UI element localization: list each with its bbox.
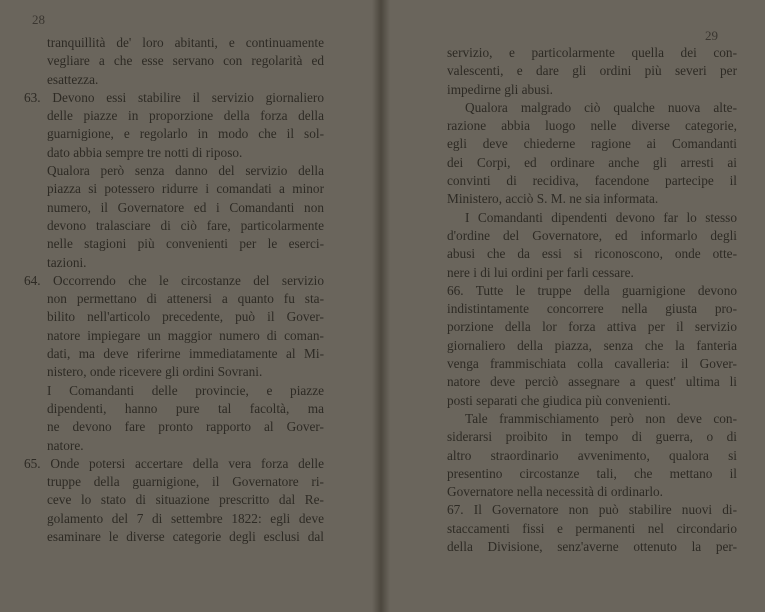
text-line: impedirne gli abusi. <box>447 81 553 97</box>
text-line: dato abbia sempre tre notti di riposo. <box>47 144 243 160</box>
text-line: vegliare a che esse servano con regolarità ed <box>47 53 324 69</box>
text-line: natore. <box>47 437 84 453</box>
text-line: porzione della lor forza attiva per il servizio <box>447 319 737 335</box>
text-line: esattezza. <box>47 71 99 87</box>
text-line: d'ordine del Governatore, ed informarlo degli <box>447 227 737 243</box>
text-line: egli deve chiederne ragione ai Comandanti <box>447 136 737 152</box>
left-page-text <box>24 34 324 546</box>
text-line: non permettano di attenersi a quanto fu sta- <box>47 291 324 307</box>
text-line: natore impiegare un maggior numero di coman- <box>47 327 324 343</box>
right-page-number: 29 <box>705 28 718 43</box>
text-line: nelle stagioni più convenienti per le eserci- <box>47 236 324 252</box>
text-line: numero, il Governatore ed i Comandanti non <box>47 199 324 215</box>
text-line: Ministero, acciò S. M. ne sia informata. <box>447 191 659 207</box>
text-line: tazioni. <box>47 254 87 270</box>
text-line: servizio, e particolarmente quella dei con- <box>447 45 737 60</box>
text-line: golamento del 7 di settembre 1822: egli deve <box>47 510 324 526</box>
text-line: I Comandanti dipendenti devono far lo stesso <box>465 209 737 225</box>
text-line: Qualora malgrado ciò qualche nuova alte- <box>465 99 737 115</box>
text-line: nistero, onde ricevere gli ordini Sovrani. <box>47 364 263 380</box>
text-line: 63. Devono essi stabilire il servizio giornaliero <box>24 89 324 105</box>
text-line: devono tralasciare di ciò fare, particolarmente <box>47 217 324 233</box>
text-line: della Divisione, senz'averne ottenuto la per- <box>447 539 737 555</box>
text-line: altro straordinario avvenimento, qualora si <box>447 447 737 463</box>
text-line: dati, ma deve riferirne immediatamente al Mi- <box>47 346 324 362</box>
text-line: siderarsi proibito in tempo di guerra, o di <box>447 429 737 445</box>
text-line: bilito nell'articolo precedente, può il Gover- <box>47 309 324 325</box>
text-line: Governatore nella necessità di ordinarlo. <box>447 484 663 500</box>
text-line: razione abbia luogo nelle diverse categorie, <box>447 118 737 134</box>
text-line: posti separati che giudica più convenienti. <box>447 392 671 408</box>
text-line: Tale frammischiamento però non deve con- <box>465 410 737 426</box>
text-line: giornaliero della piazza, senza che la fanteria <box>447 337 737 353</box>
text-line: 66. Tutte le truppe della guarnigione devono <box>447 282 737 298</box>
text-line: abusi che da essi si riconoscono, onde otte- <box>447 246 737 262</box>
text-line: valescenti, e dare gli ordini più severi per <box>447 63 737 79</box>
text-line: 67. Il Governatore non può stabilire nuovi di- <box>447 502 737 518</box>
text-line: piazza si potessero ridurre i comandati a minor <box>47 181 324 197</box>
text-line: ceve lo stato di situazione prescritto dal Re- <box>47 492 324 508</box>
text-line: Qualora però senza danno del servizio della <box>47 163 324 179</box>
text-line: 65. Onde potersi accertare della vera forza delle <box>24 455 324 471</box>
text-line: nere i di lui ordini per farli cessare. <box>447 264 634 280</box>
text-line: natore deve perciò assegnare a quest' ultima li <box>447 374 737 390</box>
text-line: truppe della guarnigione, il Governatore ri- <box>47 474 324 490</box>
text-line: indistintamente concorrere nella giusta pro- <box>447 301 737 317</box>
text-line: dei Corpi, ed ordinare anche gli arresti ai <box>447 154 737 170</box>
left-page-number: 28 <box>32 12 45 27</box>
text-line: convinti di recidiva, facendone partecipe il <box>447 173 737 189</box>
text-line: 64. Occorrendo che le circostanze del servizio <box>24 272 324 288</box>
text-line: delle piazze in proporzione della forza della <box>47 108 324 124</box>
text-line: I Comandanti delle provincie, e piazze <box>47 382 324 398</box>
text-line: presentino circostanze tali, che mettano il <box>447 465 737 481</box>
text-line: ne devono fare pronto rapporto al Gover- <box>47 419 324 435</box>
text-line: guarnigione, e regolarlo in modo che il sol- <box>47 126 324 142</box>
right-page-text <box>447 44 737 556</box>
text-line: tranquillità de' loro abitanti, e continuamente <box>47 35 324 50</box>
text-line: dipendenti, hanno pure tal facoltà, ma <box>47 400 324 416</box>
text-line: venga frammischiata colla cavalleria: il Gover- <box>447 356 737 372</box>
text-line: staccamenti fissi e permanenti nel circondario <box>447 520 737 536</box>
text-line: esaminare le diverse categorie degli esclusi dal <box>47 529 324 545</box>
